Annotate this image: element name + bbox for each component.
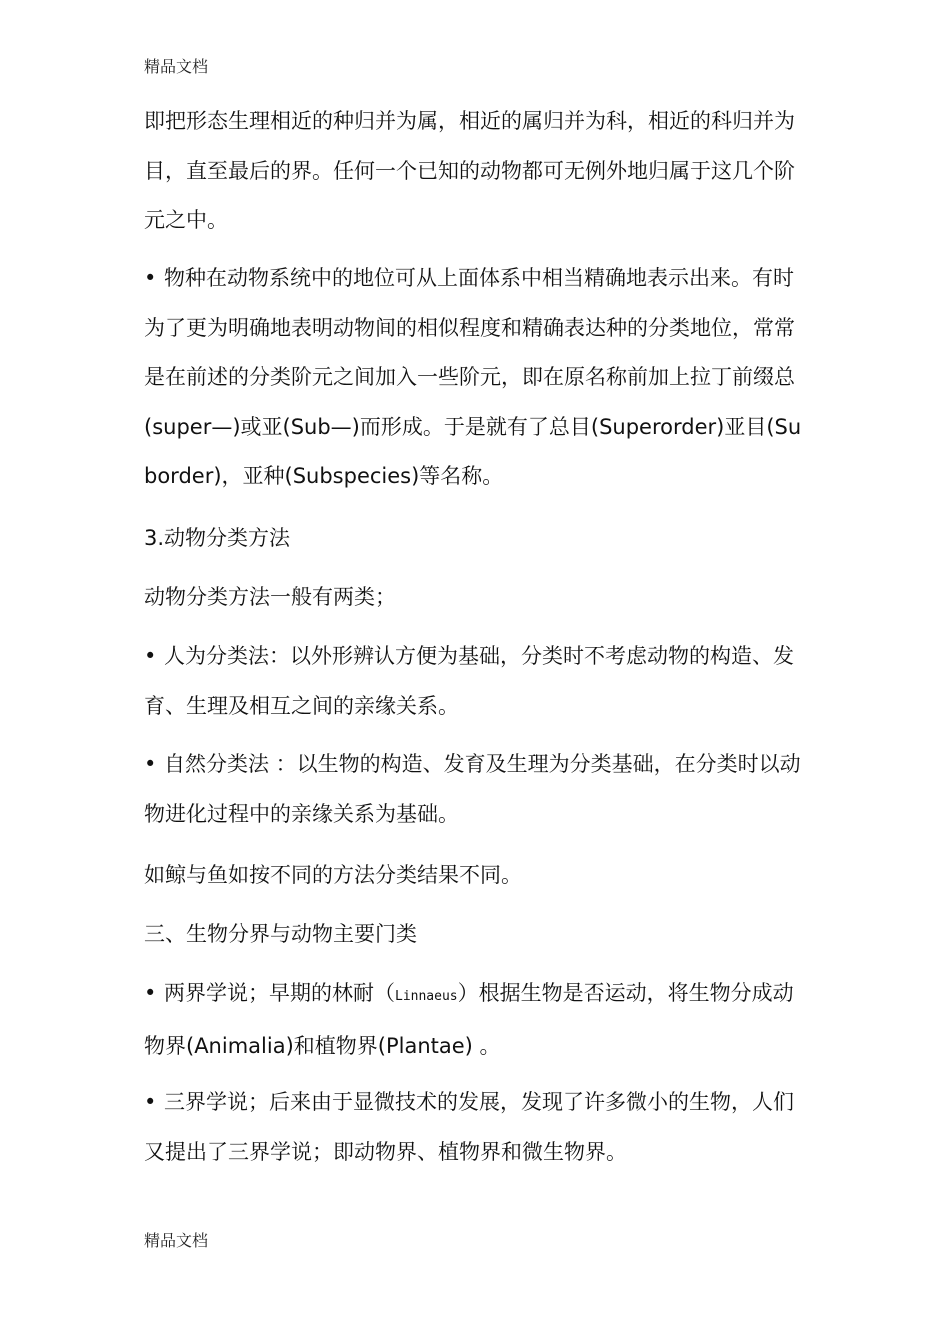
bullet-paragraph-three-kingdom	[144, 1078, 814, 1177]
paragraph-text: 自然分类法 ：以生物的构造、发育及生理为分类基础，在分类时以动物进化过程中的亲缘关系为基础。	[144, 752, 801, 826]
bullet-paragraph-two-kingdom	[144, 969, 814, 1071]
bullet-mark: •	[144, 644, 157, 668]
paragraph-two-methods: 动物分类方法一般有两类；	[144, 585, 396, 609]
paragraph-text: 人为分类法：以外形辨认方便为基础，分类时不考虑动物的构造、发育、生理及相互之间的亲缘关系。	[144, 644, 794, 718]
paragraph-whale-fish-example: 如鲸与鱼如按不同的方法分类结果不同。	[144, 863, 522, 887]
bullet-mark: •	[144, 981, 157, 1005]
bullet-mark: •	[144, 752, 157, 776]
paragraph-text-part1: 两界学说；早期的林耐（	[164, 981, 395, 1005]
bullet-paragraph-species-position	[144, 254, 814, 502]
paragraph-text-part2: ）根据生物是否运动，将生物分成动物界(Animalia)和植物界(Plantae) 。	[144, 981, 794, 1058]
paragraph-text: 物种在动物系统中的地位可从上面体系中相当精确地表示出来。有时为了更为明确地表明动物间的相似程度和精确表达种的分类地位，常常是在前述的分类阶元之间加入一些阶元，即在原名称前加上拉丁前缀总(super—)或亚(Sub—)而形成。于是就有了总目(Superorder)亚目(Suborder)，亚种(Subspecies)等名称。	[144, 266, 802, 488]
paragraph-classification-hierarchy: 即把形态生理相近的种归并为属，相近的属归并为科，相近的科归并为目，直至最后的界。任何一个已知的动物都可无例外地归属于这几个阶元之中。	[144, 109, 795, 232]
bullet-mark: •	[144, 266, 157, 290]
linnaeus-name: Linnaeus	[395, 989, 458, 1004]
section-heading-classification-methods: 3.动物分类方法	[144, 526, 291, 550]
page-header: 精品文档	[144, 57, 209, 76]
section-heading-kingdoms: 三、生物分界与动物主要门类	[144, 922, 417, 946]
paragraph-text: 三界学说；后来由于显微技术的发展，发现了许多微小的生物，人们又提出了三界学说；即动物界、植物界和微生物界。	[144, 1090, 794, 1164]
bullet-mark: •	[144, 1090, 157, 1114]
bullet-paragraph-artificial-classification	[144, 632, 814, 731]
page-footer: 精品文档	[144, 1231, 209, 1250]
bullet-paragraph-natural-classification	[144, 740, 814, 839]
